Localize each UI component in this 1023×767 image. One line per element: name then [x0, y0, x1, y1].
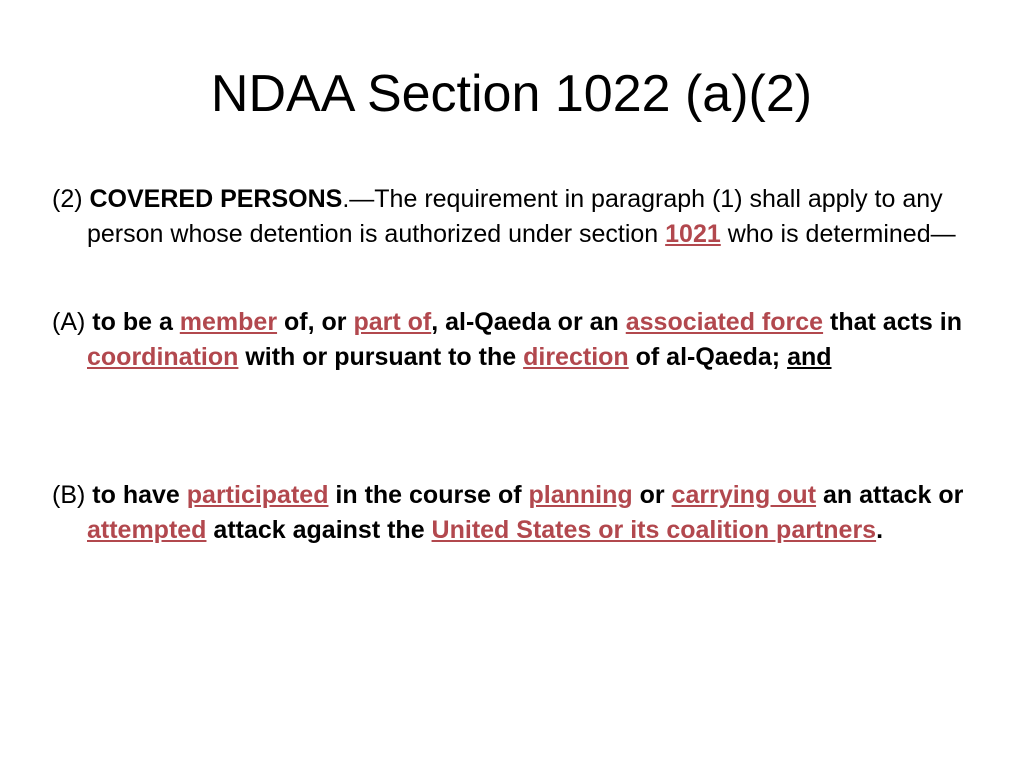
covered-persons-heading: COVERED PERSONS [89, 185, 343, 213]
link-part-of[interactable]: part of [353, 308, 432, 336]
paragraph-text: , al-Qaeda or an [431, 308, 626, 336]
link-attempted[interactable]: attempted [87, 516, 207, 544]
paragraph-prefix: (B) [52, 481, 93, 509]
paragraph-text: of al-Qaeda; [628, 343, 788, 371]
paragraph-text: . [876, 516, 884, 544]
link-section-1021[interactable]: 1021 [665, 220, 721, 248]
link-planning[interactable]: planning [528, 481, 633, 509]
link-participated[interactable]: participated [186, 481, 329, 509]
link-carrying-out[interactable]: carrying out [671, 481, 817, 509]
link-coordination[interactable]: coordination [87, 343, 239, 371]
paragraph-text: to have [92, 481, 187, 509]
paragraph-text: that acts in [823, 308, 962, 336]
paragraph-text: attack against the [206, 516, 432, 544]
paragraph-prefix: (2) [52, 185, 90, 213]
paragraph-text: who is determined— [720, 220, 956, 248]
paragraph-b [52, 478, 987, 548]
slide-title: NDAA Section 1022 (a)(2) [210, 65, 813, 123]
paragraph-text: .—The requirement in paragraph (1) shall apply to any person whose detention is authorized under section [87, 185, 943, 248]
link-united-states-coalition[interactable]: United States or its coalition partners [431, 516, 877, 544]
paragraph-covered-persons [52, 182, 987, 252]
paragraph-text: or [632, 481, 672, 509]
paragraph-text: to be a [92, 308, 180, 336]
link-member[interactable]: member [179, 308, 278, 336]
paragraph-text: in the course of [328, 481, 529, 509]
and-underlined: and [787, 343, 832, 371]
paragraph-prefix: (A) [52, 308, 93, 336]
paragraph-text: of, or [277, 308, 354, 336]
link-associated-force[interactable]: associated force [625, 308, 824, 336]
paragraph-text: an attack or [816, 481, 964, 509]
link-direction[interactable]: direction [523, 343, 629, 371]
paragraph-text: with or pursuant to the [238, 343, 524, 371]
paragraph-a [52, 305, 987, 375]
